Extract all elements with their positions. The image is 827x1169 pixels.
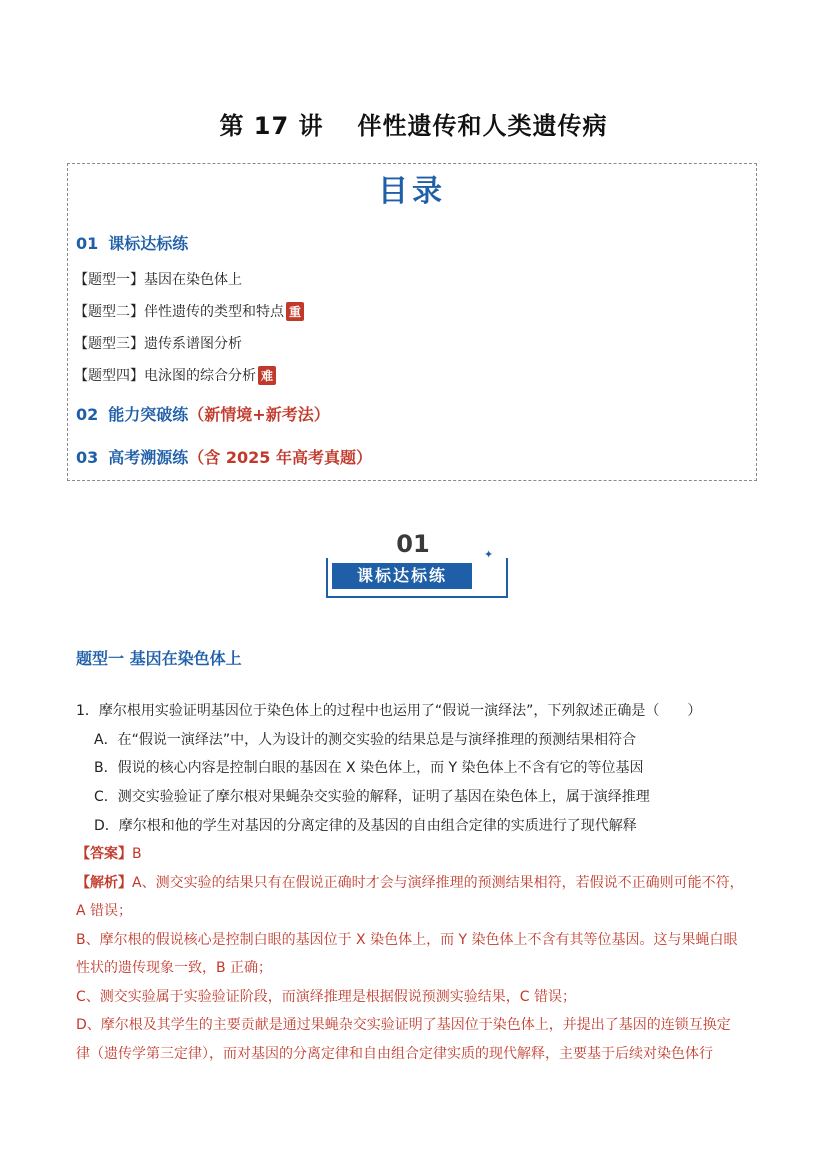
toc-item-type-2[interactable]: 【题型二】伴性遗传的类型和特点 重: [74, 301, 304, 321]
banner-label: 课标达标练: [332, 563, 472, 589]
analysis-line-5: C、测交实验属于实验验证阶段，而演绎推理是根据假说预测实验结果，C 错误；: [76, 989, 576, 1005]
analysis-line-3: B、摩尔根的假说核心是控制白眼的基因位于 X 染色体上，而 Y 染色体上不含有其等位基因。这与果蝇白眼: [76, 932, 738, 948]
lecture-topic: 伴性遗传和人类遗传病: [357, 112, 608, 140]
hard-badge: 难: [258, 366, 276, 385]
option-a[interactable]: A．在“假说一演绎法”中，人为设计的测交实验的结果总是与演绎推理的预测结果相符合: [94, 732, 637, 748]
analysis-line-1: 【解析】A、测交实验的结果只有在假说正确时才会与演绎推理的预测结果相符，若假说不正确则可能不符，: [76, 875, 744, 891]
analysis-line-7: 律（遗传学第三定律），而对基因的分离定律和自由组合定律实质的现代解释，主要基于后续对染色体行: [76, 1046, 713, 1062]
page-title: [0, 106, 827, 141]
toc-item-type-1[interactable]: 【题型一】基因在染色体上: [74, 272, 242, 288]
section-banner: [318, 530, 508, 602]
table-of-contents: [67, 163, 757, 481]
option-d[interactable]: D．摩尔根和他的学生对基因的分离定律的及基因的自由组合定律的实质进行了现代解释: [94, 818, 637, 834]
toc-item-type-3[interactable]: 【题型三】遗传系谱图分析: [74, 336, 242, 352]
lecture-number: 第 17 讲: [219, 112, 324, 140]
option-b[interactable]: B．假说的核心内容是控制白眼的基因在 X 染色体上，而 Y 染色体上不含有它的等位基因: [94, 760, 644, 776]
toc-section-02[interactable]: 02 能力突破练（新情境+新考法）: [76, 405, 330, 424]
analysis-line-4: 性状的遗传现象一致，B 正确；: [76, 960, 273, 976]
answer-value: B: [132, 846, 142, 862]
toc-heading: 目录: [378, 174, 446, 209]
toc-section-01[interactable]: 01 课标达标练: [76, 234, 189, 253]
sparkle-icon: ✦: [484, 548, 494, 561]
analysis-line-2: A 错误；: [76, 903, 133, 919]
question-type-heading: 题型一 基因在染色体上: [76, 649, 242, 668]
answer-line: 【答案】B: [76, 846, 142, 862]
toc-section-03[interactable]: 03 高考溯源练（含 2025 年高考真题）: [76, 448, 372, 467]
banner-number: 01: [396, 530, 430, 558]
toc-item-type-4[interactable]: 【题型四】电泳图的综合分析 难: [74, 365, 276, 385]
key-badge: 重: [286, 302, 304, 321]
analysis-line-6: D、摩尔根及其学生的主要贡献是通过果蝇杂交实验证明了基因位于染色体上，并提出了基因的连锁互换定: [76, 1017, 731, 1033]
question-stem: 1．摩尔根用实验证明基因位于染色体上的过程中也运用了“假说一演绎法”，下列叙述正确是（ ）: [76, 703, 702, 719]
option-c[interactable]: C．测交实验验证了摩尔根对果蝇杂交实验的解释，证明了基因在染色体上，属于演绎推理: [94, 789, 650, 805]
